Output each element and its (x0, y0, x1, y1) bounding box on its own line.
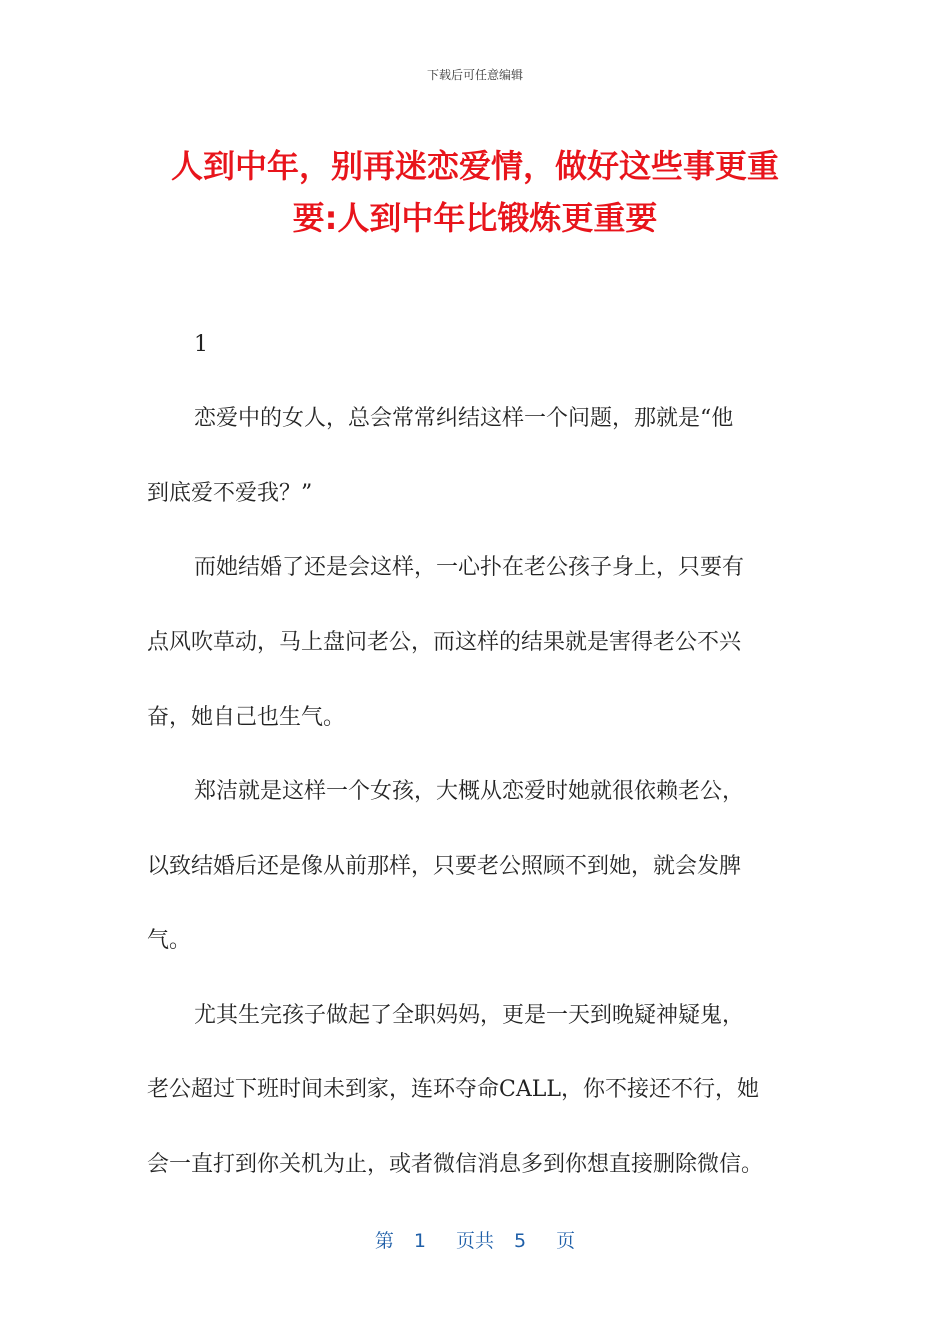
paragraph-line: 奋，她自己也生气。 (147, 705, 346, 730)
footer-current-page: 1 (413, 1230, 426, 1252)
paragraph-line: 到底爱不爱我？” (147, 481, 313, 506)
paragraph-line: 以致结婚后还是像从前那样，只要老公照顾不到她，就会发脾 (147, 854, 742, 879)
paragraph-line: 气。 (147, 928, 192, 953)
document-title (140, 140, 810, 244)
paragraph-line: 老公超过下班时间未到家，连环夺命CALL，你不接还不行，她 (147, 1077, 759, 1102)
paragraph-line: 会一直打到你关机为止，或者微信消息多到你想直接删除微信。 (147, 1152, 764, 1177)
title-line-2: 要:人到中年比锻炼更重要 (292, 199, 658, 237)
paragraph-line: 恋爱中的女人，总会常常纠结这样一个问题，那就是“他 (194, 406, 734, 431)
footer-total-pages: 5 (514, 1230, 527, 1252)
paragraph-line: 郑洁就是这样一个女孩，大概从恋爱时她就很依赖老公， (194, 779, 745, 804)
paragraph-line: 尤其生完孩子做起了全职妈妈，更是一天到晚疑神疑鬼， (194, 1003, 745, 1028)
section-number: 1 (194, 332, 208, 357)
footer-label-end: 页 (556, 1230, 576, 1252)
paragraph-line: 点风吹草动，马上盘问老公，而这样的结果就是害得老公不兴 (147, 630, 742, 655)
page-footer (0, 1226, 950, 1253)
title-line-1: 人到中年，别再迷恋爱情，做好这些事更重 (170, 147, 779, 185)
footer-label-of: 页共 (455, 1230, 494, 1252)
header-note: 下载后可任意编辑 (426, 68, 523, 82)
paragraph-line: 而她结婚了还是会这样，一心扑在老公孩子身上，只要有 (194, 555, 745, 580)
footer-label-page: 第 (374, 1230, 394, 1252)
